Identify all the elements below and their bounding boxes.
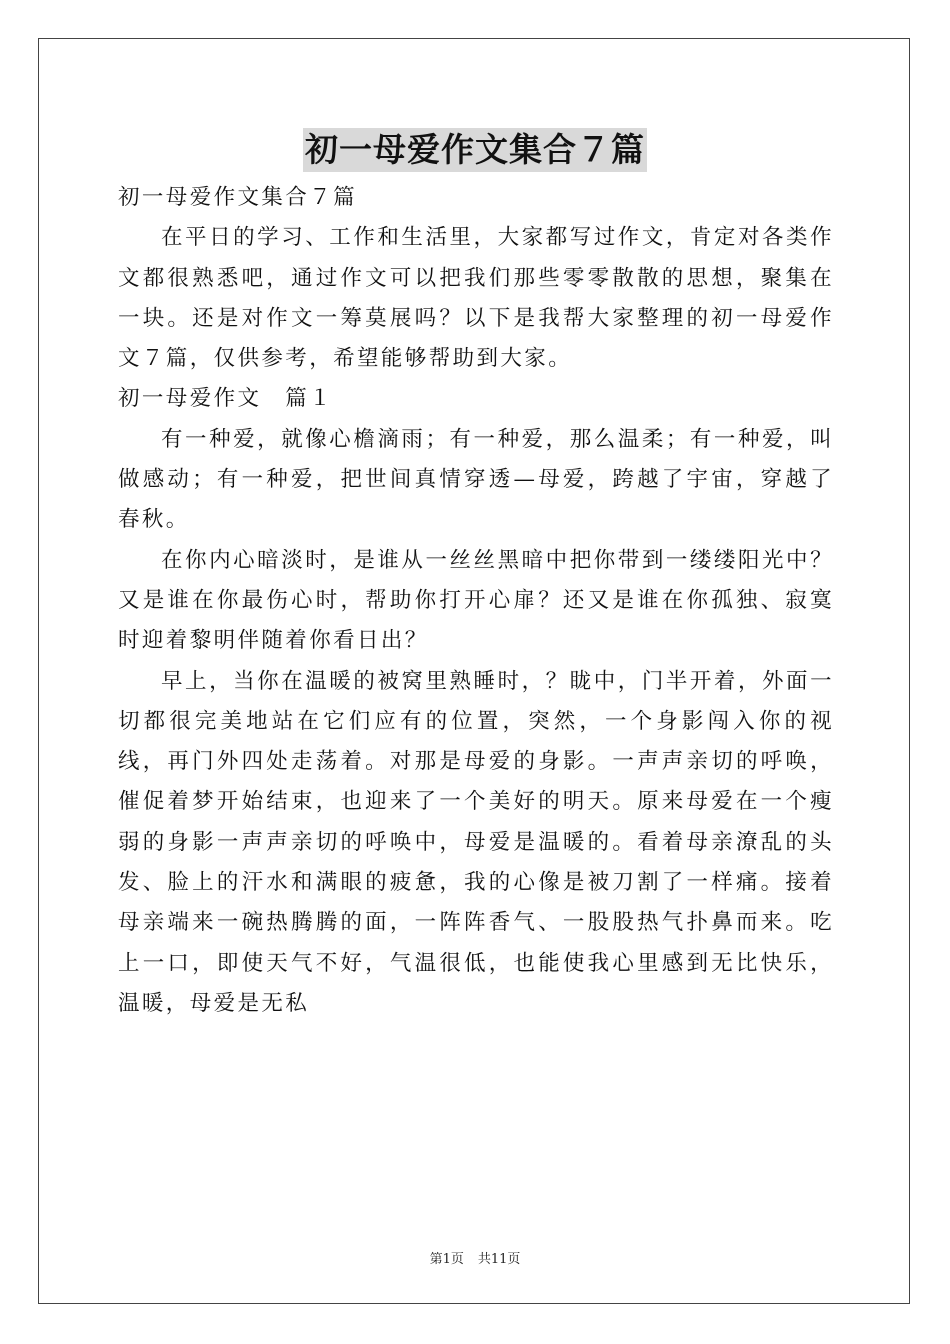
body-paragraph: 有一种爱，就像心檐滴雨；有一种爱，那么温柔；有一种爱，叫做感动；有一种爱，把世间真情穿透—母爱，跨越了宇宙，穿越了春秋。	[118, 426, 834, 533]
intro-paragraph: 在平日的学习、工作和生活里，大家都写过作文，肯定对各类作文都很熟悉吧，通过作文可以把我们那些零零散散的思想，聚集在一块。还是对作文一筹莫展吗？以下是我帮大家整理的初一母爱作文７篇，仅供参考，希望能够帮助到大家。	[118, 225, 834, 372]
page-footer	[0, 1248, 950, 1267]
document-subtitle: 初一母爱作文集合７篇	[118, 185, 358, 210]
body-paragraph: 早上，当你在温暖的被窝里熟睡时，？眬中，门半开着，外面一切都很完美地站在它们应有的位置，突然，一个身影闯入你的视线，再门外四处走荡着。对那是母爱的身影。一声声亲切的呼唤，催促着梦开始结束，也迎来了一个美好的明天。原来母爱在一个瘦弱的身影一声声亲切的呼唤中，母爱是温暖的。看着母亲潦乱的头发、脸上的汗水和满眼的疲惫，我的心像是被刀割了一样痛。接着母亲端来一碗热腾腾的面，一阵阵香气、一股股热气扑鼻而来。吃上一口，即使天气不好，气温很低，也能使我心里感到无比快乐，温暖，母爱是无私	[118, 668, 834, 1016]
section-heading: 初一母爱作文 篇１	[118, 386, 334, 412]
page-total: 共11页	[477, 1252, 521, 1267]
page-number: 第1页	[429, 1252, 464, 1267]
body-paragraph: 在你内心暗淡时，是谁从一丝丝黑暗中把你带到一缕缕阳光中？又是谁在你最伤心时，帮助你打开心扉？还又是谁在你孤独、寂寞时迎着黎明伴随着你看日出？	[118, 547, 834, 654]
title-container	[0, 128, 950, 172]
document-body	[118, 178, 834, 1024]
document-title: 初一母爱作文集合７篇	[303, 128, 647, 172]
